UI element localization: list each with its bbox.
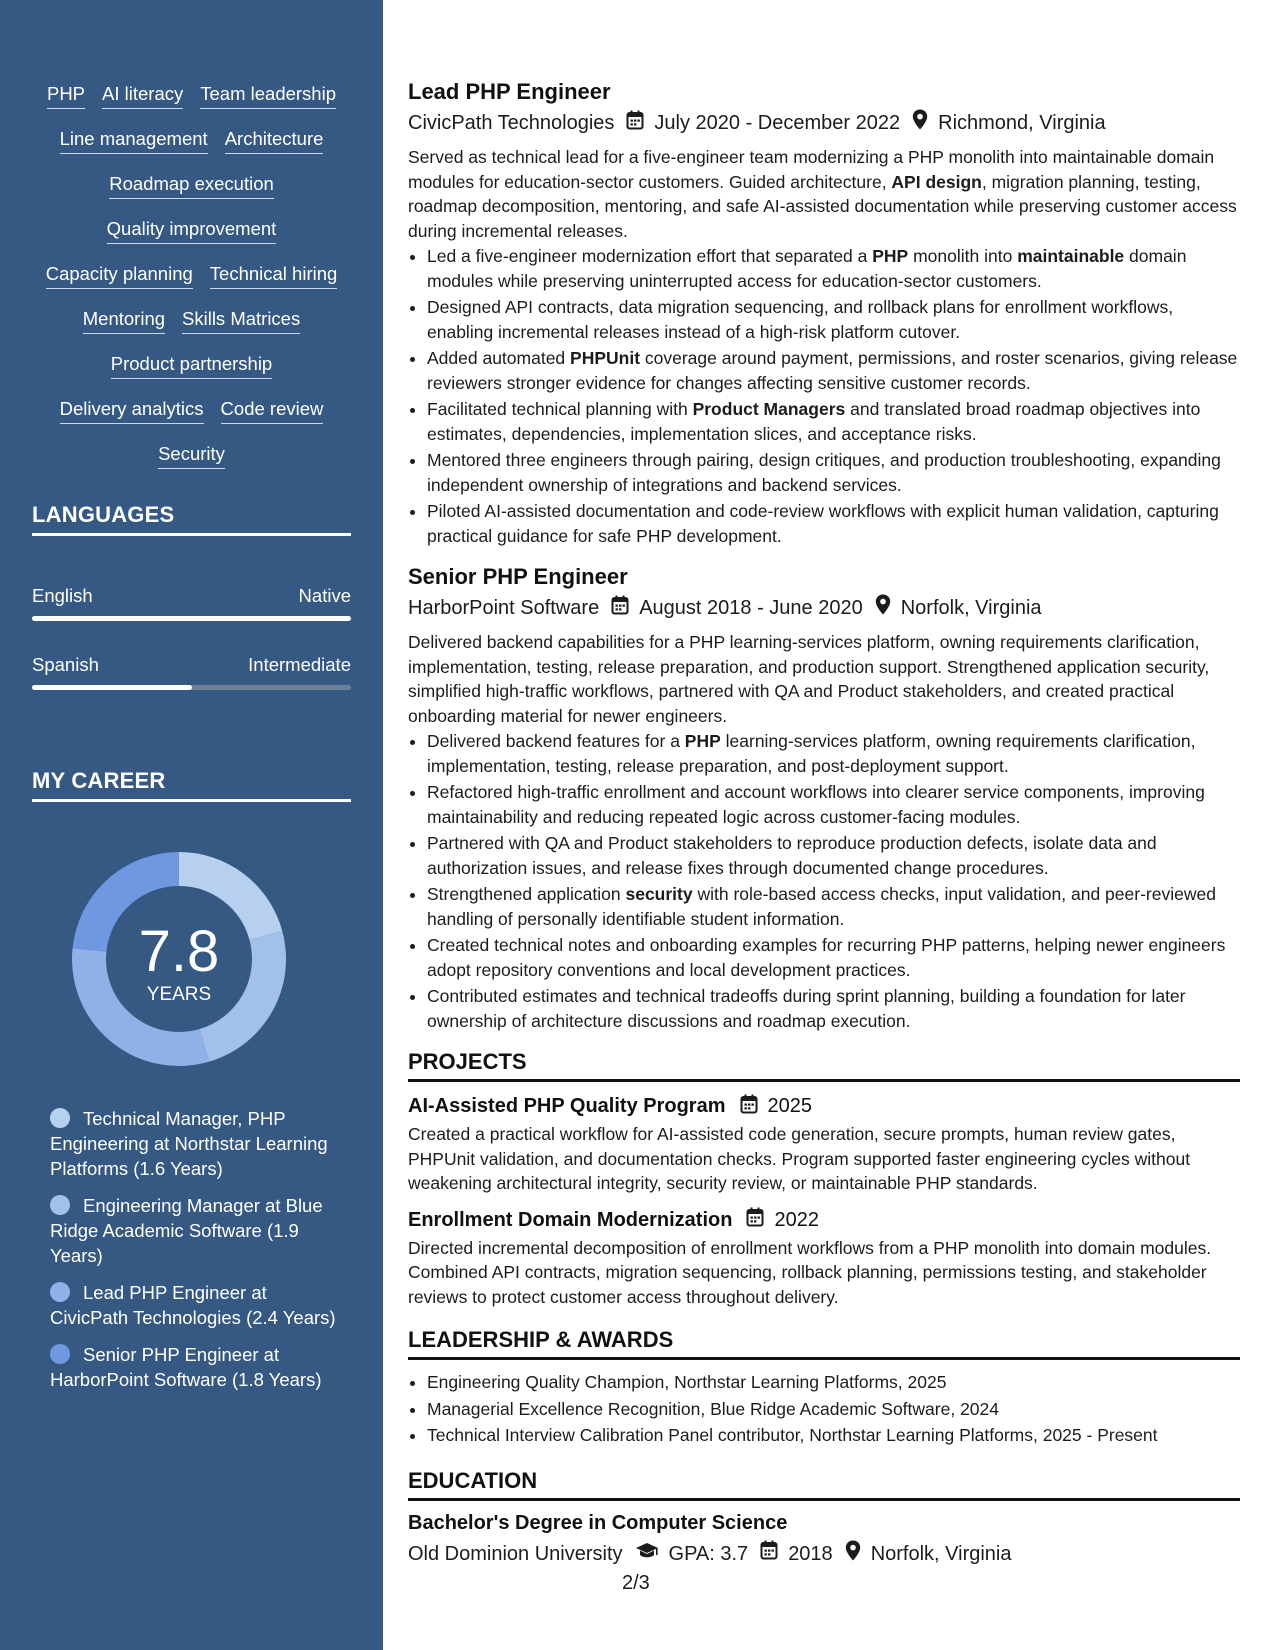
skills-list: [32, 83, 351, 488]
calendar-icon: [760, 1540, 778, 1567]
language-row-spanish: [32, 654, 351, 676]
skill-tag: Roadmap execution: [109, 173, 274, 199]
bold-keyword: maintainable: [1017, 246, 1125, 266]
experience-section: [408, 78, 1240, 1033]
project-year: 2025: [767, 1095, 812, 1117]
skill-tag: Technical hiring: [210, 263, 338, 289]
career-item: Lead PHP Engineer at CivicPath Technologies (2.4 Years): [50, 1282, 336, 1328]
legend-dot: [50, 1282, 70, 1302]
bullet-item: • Contributed estimates and technical tradeoffs during sprint planning, building a foundation for later ownership of architecture discussions and roadmap execution.: [427, 984, 1240, 1033]
skill-row: [32, 218, 351, 263]
job-entry: [408, 78, 1240, 548]
career-item: Technical Manager, PHP Engineering at Northstar Learning Platforms (1.6 Years): [50, 1108, 328, 1179]
skill-tag: Skills Matrices: [182, 308, 300, 334]
main-content: [408, 78, 1240, 1568]
calendar-icon: [611, 595, 629, 622]
skill-tag: Architecture: [225, 128, 324, 154]
gpa: GPA: 3.7: [668, 1542, 749, 1565]
skill-row: [32, 83, 351, 128]
bullet-item: • Created technical notes and onboarding examples for recurring PHP patterns, helping newer engineers adopt repository conventions and local development practices.: [427, 933, 1240, 982]
legend-dot: [50, 1195, 70, 1215]
skill-tag: PHP: [47, 83, 85, 109]
career-total: [66, 846, 292, 1072]
bold-keyword: security: [625, 884, 693, 904]
skill-row: [32, 173, 351, 218]
legend-dot: [50, 1108, 70, 1128]
location-pin-icon: [875, 594, 891, 622]
bold-keyword: Product Managers: [692, 399, 846, 419]
career-item: Senior PHP Engineer at HarborPoint Software (1.8 Years): [50, 1344, 322, 1390]
job-summary: Served as technical lead for a five-engineer team modernizing a PHP monolith into maintainable domain modules for education-sector customers. Guided architecture, API design, migration planning, testing, roadmap decomposition, mentoring, and safe AI-assisted documentation while preserving customer access during incremental releases.: [408, 147, 1237, 241]
project-description: Directed incremental decomposition of enrollment workflows from a PHP monolith into domain modules. Combined API contracts, migration sequencing, rollback planning, permissions testing, and stakeholder reviews to protect customer access throughout delivery.: [408, 1237, 1212, 1307]
bullet-item: • Refactored high-traffic enrollment and account workflows into clearer service components, improving maintainability and reducing repeated logic across customer-facing modules.: [427, 780, 1240, 829]
legend-dot: [50, 1344, 70, 1364]
location-pin-icon: [912, 109, 928, 137]
bullet-item: • Facilitated technical planning with Product Managers and translated broad roadmap objectives into estimates, dependencies, implementation slices, and acceptance risks.: [427, 397, 1240, 446]
page-number: 2/3: [622, 1572, 650, 1594]
bullet-item: • Strengthened application security with role-based access checks, input validation, and peer-reviewed handling of personally identifiable student information.: [427, 882, 1240, 931]
bold-keyword: PHPUnit: [570, 348, 641, 368]
graduation-year: 2018: [788, 1542, 833, 1565]
career-donut-chart: [66, 846, 292, 1072]
bold-keyword: PHP: [684, 731, 721, 751]
language-level: Native: [298, 585, 351, 606]
award-item: • Managerial Excellence Recognition, Blue Ridge Academic Software, 2024: [427, 1397, 1240, 1422]
awards-heading: LEADERSHIP & AWARDS: [408, 1327, 1240, 1360]
language-name: English: [32, 585, 93, 606]
language-level: Intermediate: [248, 654, 351, 675]
degree-title: Bachelor's Degree in Computer Science: [408, 1511, 788, 1534]
awards-list: [408, 1370, 1240, 1448]
bullet-item: • Delivered backend features for a PHP learning-services platform, owning requirements clarification, implementation, testing, release preparation, and post-deployment support.: [427, 729, 1240, 778]
job-bullets: [408, 244, 1240, 548]
job-title: Lead PHP Engineer: [408, 79, 611, 104]
skill-row: [32, 443, 351, 488]
education-heading: EDUCATION: [408, 1468, 1240, 1501]
career-total-unit: YEARS: [146, 984, 212, 1005]
school-name: Old Dominion University: [408, 1542, 623, 1565]
bullet-item: • Partnered with QA and Product stakeholders to reproduce production defects, isolate data and authorization issues, and release fixes through documented change procedures.: [427, 831, 1240, 880]
calendar-icon: [626, 110, 644, 137]
sidebar: [0, 0, 383, 1650]
job-summary: Delivered backend capabilities for a PHP learning-services platform, owning requirements clarification, implementation, testing, release preparation, and production support. Strengthened application security, simplified high-traffic workflows, partnered with QA and Product stakeholders, and created practical onboarding material for newer engineers.: [408, 632, 1210, 726]
skill-tag: Line management: [60, 128, 208, 154]
skill-row: [32, 263, 351, 308]
language-row-english: [32, 585, 351, 607]
location-pin-icon: [845, 1540, 861, 1568]
skill-row: [32, 308, 351, 353]
projects-heading: PROJECTS: [408, 1049, 1240, 1082]
graduation-cap-icon: [635, 1541, 659, 1567]
project-title-row: [408, 1093, 1240, 1119]
skill-row: [32, 128, 351, 173]
project-title: AI-Assisted PHP Quality Program: [408, 1095, 726, 1117]
calendar-icon: [746, 1207, 764, 1232]
calendar-icon: [740, 1094, 758, 1119]
company-name: HarborPoint Software: [408, 597, 600, 619]
bullet-item: • Designed API contracts, data migration sequencing, and rollback plans for enrollment workflows, enabling incremental releases instead of a high-risk platform cutover.: [427, 295, 1240, 344]
career-total-value: 7.8: [138, 919, 220, 984]
skill-tag: AI literacy: [102, 83, 183, 109]
language-bar-fill: [32, 616, 351, 621]
project-title: Enrollment Domain Modernization: [408, 1208, 733, 1231]
skill-tag: Product partnership: [111, 353, 272, 379]
skill-tag: Mentoring: [83, 308, 165, 334]
skill-tag: Team leadership: [200, 83, 336, 109]
skill-tag: Capacity planning: [46, 263, 193, 289]
bullet-item: • Led a five-engineer modernization effort that separated a PHP monolith into maintainable domain modules while preserving uninterrupted access for education-sector customers.: [427, 244, 1240, 293]
language-bar-spanish: [32, 685, 351, 690]
job-dates: July 2020 - December 2022: [654, 112, 901, 134]
job-meta: [408, 594, 1240, 622]
school-location: Norfolk, Virginia: [870, 1542, 1012, 1565]
bullet-item: • Added automated PHPUnit coverage around payment, permissions, and roster scenarios, giving release reviewers stronger evidence for changes affecting sensitive customer records.: [427, 346, 1240, 395]
language-name: Spanish: [32, 654, 99, 675]
job-dates: August 2018 - June 2020: [639, 597, 863, 619]
job-meta: [408, 109, 1240, 137]
career-item: Engineering Manager at Blue Ridge Academic Software (1.9 Years): [50, 1195, 323, 1266]
project-title-row: [408, 1207, 1240, 1233]
award-item: • Engineering Quality Champion, Northstar Learning Platforms, 2025: [427, 1370, 1240, 1395]
project-description: Created a practical workflow for AI-assisted code generation, secure prompts, human review gates, PHPUnit validation, and documentation checks. Program supported faster engineering cycles without weakening architectural integrity, security review, or maintainable PHP standards.: [408, 1124, 1191, 1193]
project-year: 2022: [774, 1208, 819, 1231]
skill-tag: Security: [158, 443, 225, 469]
company-name: CivicPath Technologies: [408, 112, 615, 134]
job-location: Richmond, Virginia: [938, 112, 1106, 134]
projects-list: [408, 1093, 1240, 1309]
skill-tag: Quality improvement: [107, 218, 277, 244]
career-heading: MY CAREER: [32, 768, 351, 802]
bold-keyword: PHP: [872, 246, 909, 266]
languages-heading: LANGUAGES: [32, 502, 351, 536]
job-bullets: [408, 729, 1240, 1033]
award-item: • Technical Interview Calibration Panel contributor, Northstar Learning Platforms, 2025 - Present: [427, 1423, 1240, 1448]
language-bar-fill: [32, 685, 192, 690]
bullet-item: • Mentored three engineers through pairing, design critiques, and production troubleshooting, expanding independent ownership of integrations and backend services.: [427, 448, 1240, 497]
education-meta: [408, 1540, 1240, 1568]
job-entry: [408, 563, 1240, 1033]
job-title: Senior PHP Engineer: [408, 564, 628, 589]
skill-row: [32, 353, 351, 398]
bold-keyword: API design: [891, 171, 982, 192]
skill-tag: Code review: [221, 398, 324, 424]
bullet-item: • Piloted AI-assisted documentation and code-review workflows with explicit human validation, capturing practical guidance for safe PHP development.: [427, 499, 1240, 548]
language-bar-english: [32, 616, 351, 621]
skill-tag: Delivery analytics: [60, 398, 204, 424]
skill-row: [32, 398, 351, 443]
job-location: Norfolk, Virginia: [900, 597, 1042, 619]
career-list: [50, 1106, 340, 1404]
